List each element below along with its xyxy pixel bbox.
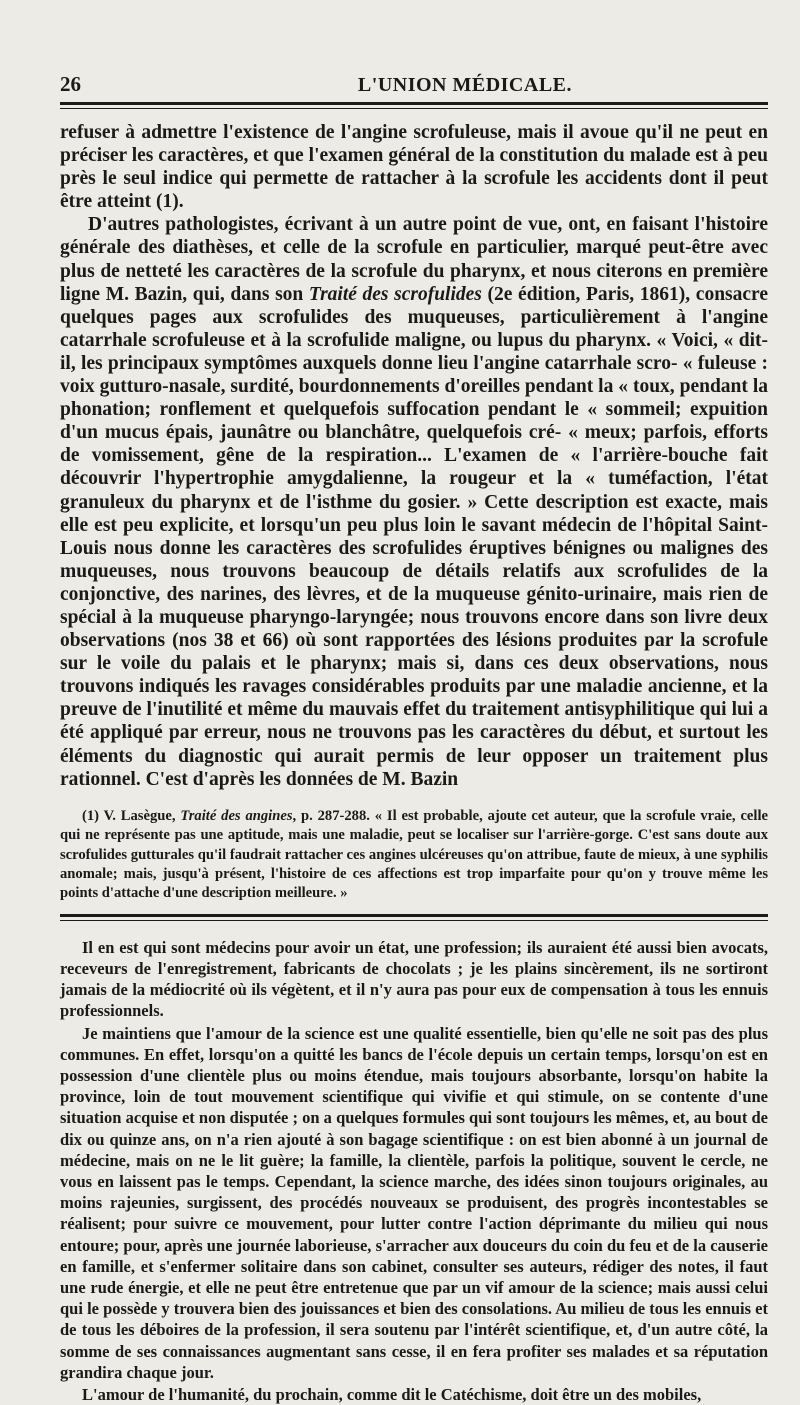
feuilleton-section xyxy=(60,937,768,1405)
cited-book-title: Traité des scrofulides xyxy=(308,283,482,305)
footnote-prefix: (1) V. Lasègue, xyxy=(82,807,181,824)
header-rule xyxy=(60,108,768,109)
feuilleton-paragraph: Il en est qui sont médecins pour avoir un état, une profession; ils auraient été aussi bien avocats, receveurs de l'enregistrement, fabricants de chocolats ; je les plains sincèrement, ils ne sortiront jamais de la médiocrité où ils végètent, et il n'y aura pas pour eux de compensation à tous les ennuis professionnels. xyxy=(60,937,768,1021)
footnote-book-title: Traité des angines xyxy=(180,807,293,824)
paragraph-text: D'autres pathologistes, écrivant à un autre point de vue, ont, en faisant l'histoire générale des diathèses, et celle de la scrofule en particulier, marqué peut-être avec plus de netteté les caractères de la scrofule du pharynx, et nous citerons en première ligne M. Bazin, qui, dans son xyxy=(60,214,768,305)
main-article xyxy=(60,121,768,791)
page-number: 26 xyxy=(60,72,81,96)
section-divider xyxy=(60,914,768,921)
feuilleton-paragraph: L'amour de l'humanité, du prochain, comme dit le Catéchisme, doit être un des mobiles, xyxy=(82,1385,702,1405)
running-header xyxy=(60,72,768,105)
journal-title: L'UNION MÉDICALE. xyxy=(357,74,572,96)
article-paragraph: refuser à admettre l'existence de l'angine scrofuleuse, mais il avoue qu'il ne peut en préciser les caractères, et que l'examen général de la constitution du malade est à peu près le seul indice qui permette de rattacher à la scrofule les accidents dont il peut être atteint (1). xyxy=(60,122,768,213)
paragraph-text: (2e édition, Paris, 1861), consacre quelques pages aux scrofulides des muqueuses, particulièrement à l'angine catarrhale scrofuleuse et à la scrofulide maligne, ou lupus du pharynx. « Voici, « dit-il, les principaux symptômes auxquels donne lieu l'angine catarrhale scro- « fuleuse : voix gutturo-nasale, surdité, bourdonnements d'oreilles pendant la « toux, pendant la phonation; ronflement et quelquefois suffocation pendant le « sommeil; expuition d'un mucus épais, jaunâtre ou blanchâtre, quelquefois cré- « meux; parfois, efforts de vomissement, gêne de la respiration... L'examen de « l'arrière-bouche fait découvrir l'hypertrophie amygdalienne, la rougeur et la « tuméfaction, l'état granuleux du pharynx et de l'isthme du gosier. » Cette description est exacte, mais elle est peu explicite, et lorsqu'un peu plus loin le savant médecin de l'hôpital Saint-Louis nous donne les caractères des scrofulides éruptives bénignes ou malignes des muqueuses, nous trouvons beaucoup de détails relatifs aux scrofulides de la conjonctive, des narines, des lèvres, et de la muqueuse génito-urinaire, mais rien de spécial à la muqueuse pharyngo-laryngée; nous trouvons encore dans son livre deux observations (nos 38 et 66) où sont rapportées des lésions produites par la scrofule sur le voile du palais et le pharynx; mais si, dans ces deux observations, nous trouvons indiqués les ravages considérables produits par une maladie ancienne, et la preuve de l'inutilité et même du mauvais effet du traitement antisyphilitique qui lui a été appliqué par erreur, nous ne trouvons pas les caractères du début, et surtout les éléments du diagnostic qui aurait permis de leur opposer un traitement plus rationnel. C'est d'après les données de M. Bazin xyxy=(60,283,768,790)
article-paragraph xyxy=(60,213,768,790)
footnote-text: , p. 287-288. « Il est probable, ajoute cet auteur, que la scrofule vraie, celle qui ne représente pas une aptitude, mais une maladie, peut se localiser sur l'arrière-gorge. C'est sans doute aux scrofulides gutturales qu'il faudrait rattacher ces angines ulcéreuses qu'on attribue, faute de mieux, à une syphilis anomale; mais, jusqu'à présent, l'histoire de ces affections est trop imparfaite pour qu'on y trouve même les points d'attache d'une description meilleure. » xyxy=(60,807,768,902)
feuilleton-paragraph: Je maintiens que l'amour de la science est une qualité essentielle, bien qu'elle ne soit pas des plus communes. En effet, lorsqu'on a quitté les bancs de l'école depuis un certain temps, lorsqu'on est en possession d'une clientèle plus ou moins étendue, mais toujours absorbante, lorsqu'on habite la province, loin de tout mouvement scientifique qui vivifie et qui stimule, on se contente d'une situation acquise et non disputée ; on a quelques formules qui sont toujours les mêmes, et, au bout de dix ou quinze ans, on n'a rien ajouté à son bagage scientifique : on est bien abonné à un journal de médecine, mais on ne le lit guère; la famille, la clientèle, parfois la politique, souvent le cercle, ne vous en laissent pas le temps. Cependant, la science marche, des idées sinon toujours originales, au moins rajeunies, surgissent, des procédés nouveaux se produisent, des progrès incontestables se réalisent; pour suivre ce mouvement, pour lutter contre l'action déprimante du milieu qui nous entoure; pour, après une journée laborieuse, s'arracher aux douceurs du coin du feu et de la causerie en famille, et s'enfermer solitaire dans son cabinet, consulter ses auteurs, rédiger des notes, il faut une rude énergie, et elle ne peut être entretenue que par un vif amour de la science; mais aussi celui qui le possède y trouvera bien des jouissances et bien des consolations. Au milieu de tous les ennuis et de tous les déboires de la profession, il sera soutenu par l'intérêt scientifique, et, d'un autre côté, la somme de ses connaissances augmentant sans cesse, il en fera profiter ses malades et sa réputation grandira chaque jour. xyxy=(60,1023,768,1382)
footnote xyxy=(60,807,768,904)
